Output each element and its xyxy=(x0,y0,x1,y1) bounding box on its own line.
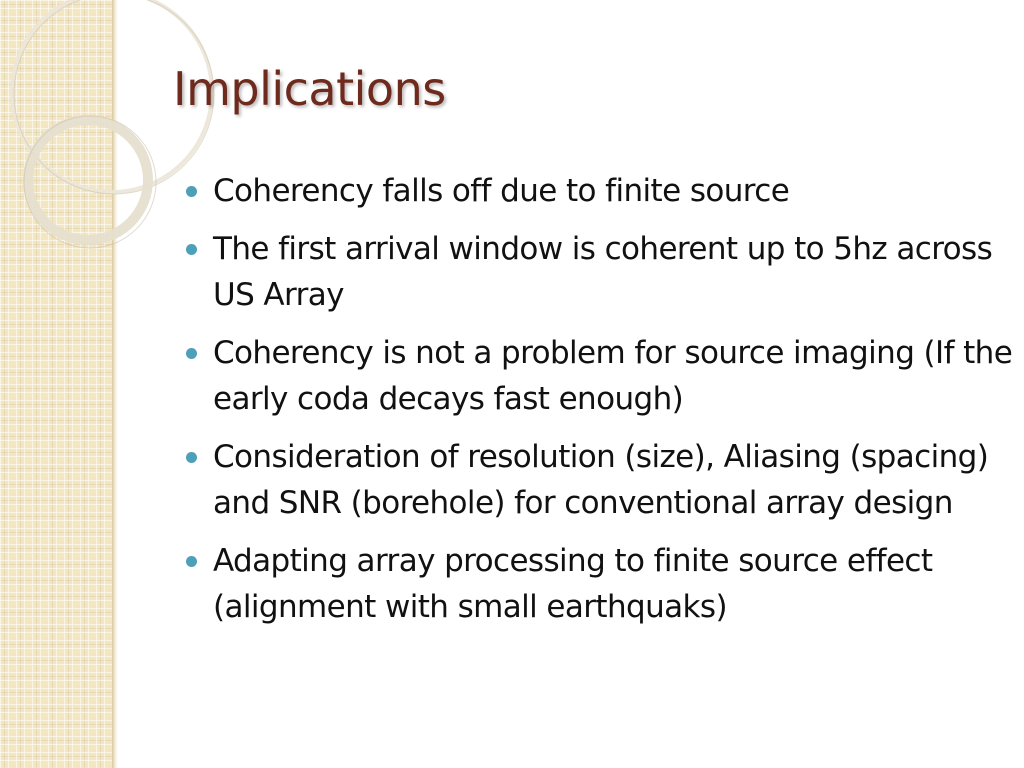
bullet-text: Coherency is not a problem for source imaging (If the early coda decays fast enough) xyxy=(213,335,1013,417)
bullet-dot-icon xyxy=(186,186,197,197)
bullet-dot-icon xyxy=(186,348,197,359)
decorative-ring-small xyxy=(28,120,148,240)
bullet-list xyxy=(186,168,1016,642)
bullet-text: Coherency falls off due to finite source xyxy=(213,173,790,209)
bullet-item xyxy=(186,168,1016,214)
bullet-item xyxy=(186,226,1016,318)
bullet-dot-icon xyxy=(186,244,197,255)
bullet-dot-icon xyxy=(186,452,197,463)
bullet-item xyxy=(186,538,1016,630)
decorative-rings xyxy=(0,0,200,300)
slide-title: Implications xyxy=(173,62,446,116)
bullet-text: Adapting array processing to finite source effect (alignment with small earthquaks) xyxy=(213,543,933,625)
bullet-text: Consideration of resolution (size), Aliasing (spacing) and SNR (borehole) for conventional array design xyxy=(213,439,989,521)
bullet-item xyxy=(186,434,1016,526)
bullet-dot-icon xyxy=(186,556,197,567)
bullet-item xyxy=(186,330,1016,422)
bullet-text: The first arrival window is coherent up to 5hz across US Array xyxy=(213,231,993,313)
